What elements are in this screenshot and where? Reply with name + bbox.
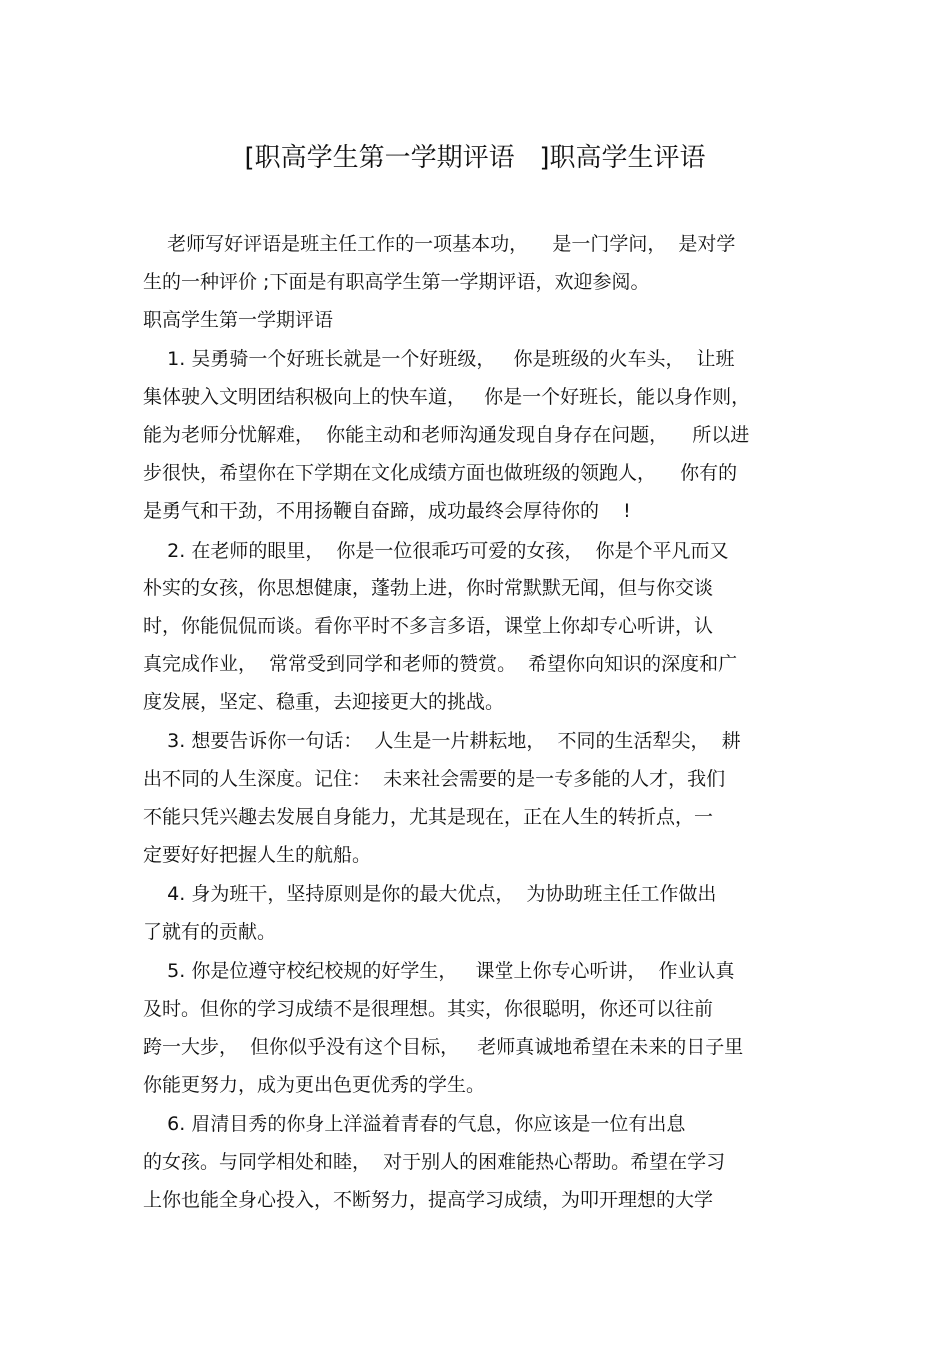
paragraph-line: 5. 你是位遵守校纪校规的好学生， 课堂上你专心听讲， 作业认真	[143, 960, 735, 982]
document-title: [职高学生第一学期评语 ]职高学生评语	[244, 143, 706, 173]
paragraph-line: 你能更努力，成为更出色更优秀的学生。	[143, 1074, 486, 1096]
paragraph-line: 跨一大步， 但你似乎没有这个目标， 老师真诚地希望在未来的日子里	[143, 1036, 744, 1058]
paragraph-line: 步很快，希望你在下学期在文化成绩方面也做班级的领跑人， 你有的	[143, 462, 738, 484]
section-heading: 职高学生第一学期评语	[143, 309, 334, 331]
paragraph-line: 3. 想要告诉你一句话： 人生是一片耕耘地， 不同的生活犁尖， 耕	[143, 730, 741, 752]
paragraph-line: 时，你能侃侃而谈。看你平时不多言多语，课堂上你却专心听讲，认	[143, 615, 714, 637]
paragraph-line: 不能只凭兴趣去发展自身能力，尤其是现在，正在人生的转折点，一	[143, 806, 714, 828]
paragraph-line: 生的一种评价 ;下面是有职高学生第一学期评语，欢迎参阅。	[143, 271, 650, 293]
paragraph-line: 上你也能全身心投入，不断努力，提高学习成绩，为叩开理想的大学	[143, 1189, 714, 1211]
paragraph-line: 能为老师分忧解难， 你能主动和老师沟通发现自身存在问题， 所以进	[143, 424, 750, 446]
paragraph-line: 定要好好把握人生的航船。	[143, 844, 372, 866]
paragraph-line: 是勇气和干劲，不用扬鞭自奋蹄，成功最终会厚待你的 !	[143, 500, 631, 522]
paragraph-line: 朴实的女孩，你思想健康，蓬勃上进，你时常默默无闻，但与你交谈	[143, 577, 714, 599]
paragraph-line: 度发展，坚定、稳重，去迎接更大的挑战。	[143, 691, 505, 713]
paragraph-line: 的女孩。与同学相处和睦， 对于别人的困难能热心帮助。希望在学习	[143, 1151, 726, 1173]
paragraph-line: 真完成作业， 常常受到同学和老师的赞赏。 希望你向知识的深度和广	[143, 653, 738, 675]
paragraph-line: 6. 眉清目秀的你身上洋溢着青春的气息，你应该是一位有出息	[143, 1113, 686, 1135]
paragraph-line: 2. 在老师的眼里， 你是一位很乖巧可爱的女孩， 你是个平凡而又	[143, 540, 729, 562]
paragraph-line: 1. 吴勇骑一个好班长就是一个好班级， 你是班级的火车头， 让班	[143, 348, 735, 370]
paragraph-line: 了就有的贡献。	[143, 921, 277, 943]
paragraph-line: 出不同的人生深度。记住： 未来社会需要的是一专多能的人才，我们	[143, 768, 726, 790]
paragraph-line: 集体驶入文明团结积极向上的快车道， 你是一个好班长，能以身作则，	[143, 386, 751, 408]
paragraph-line: 老师写好评语是班主任工作的一项基本功， 是一门学问， 是对学	[143, 233, 736, 255]
paragraph-line: 及时。但你的学习成绩不是很理想。其实，你很聪明，你还可以往前	[143, 998, 714, 1020]
paragraph-line: 4. 身为班干，坚持原则是你的最大优点， 为协助班主任工作做出	[143, 883, 717, 905]
